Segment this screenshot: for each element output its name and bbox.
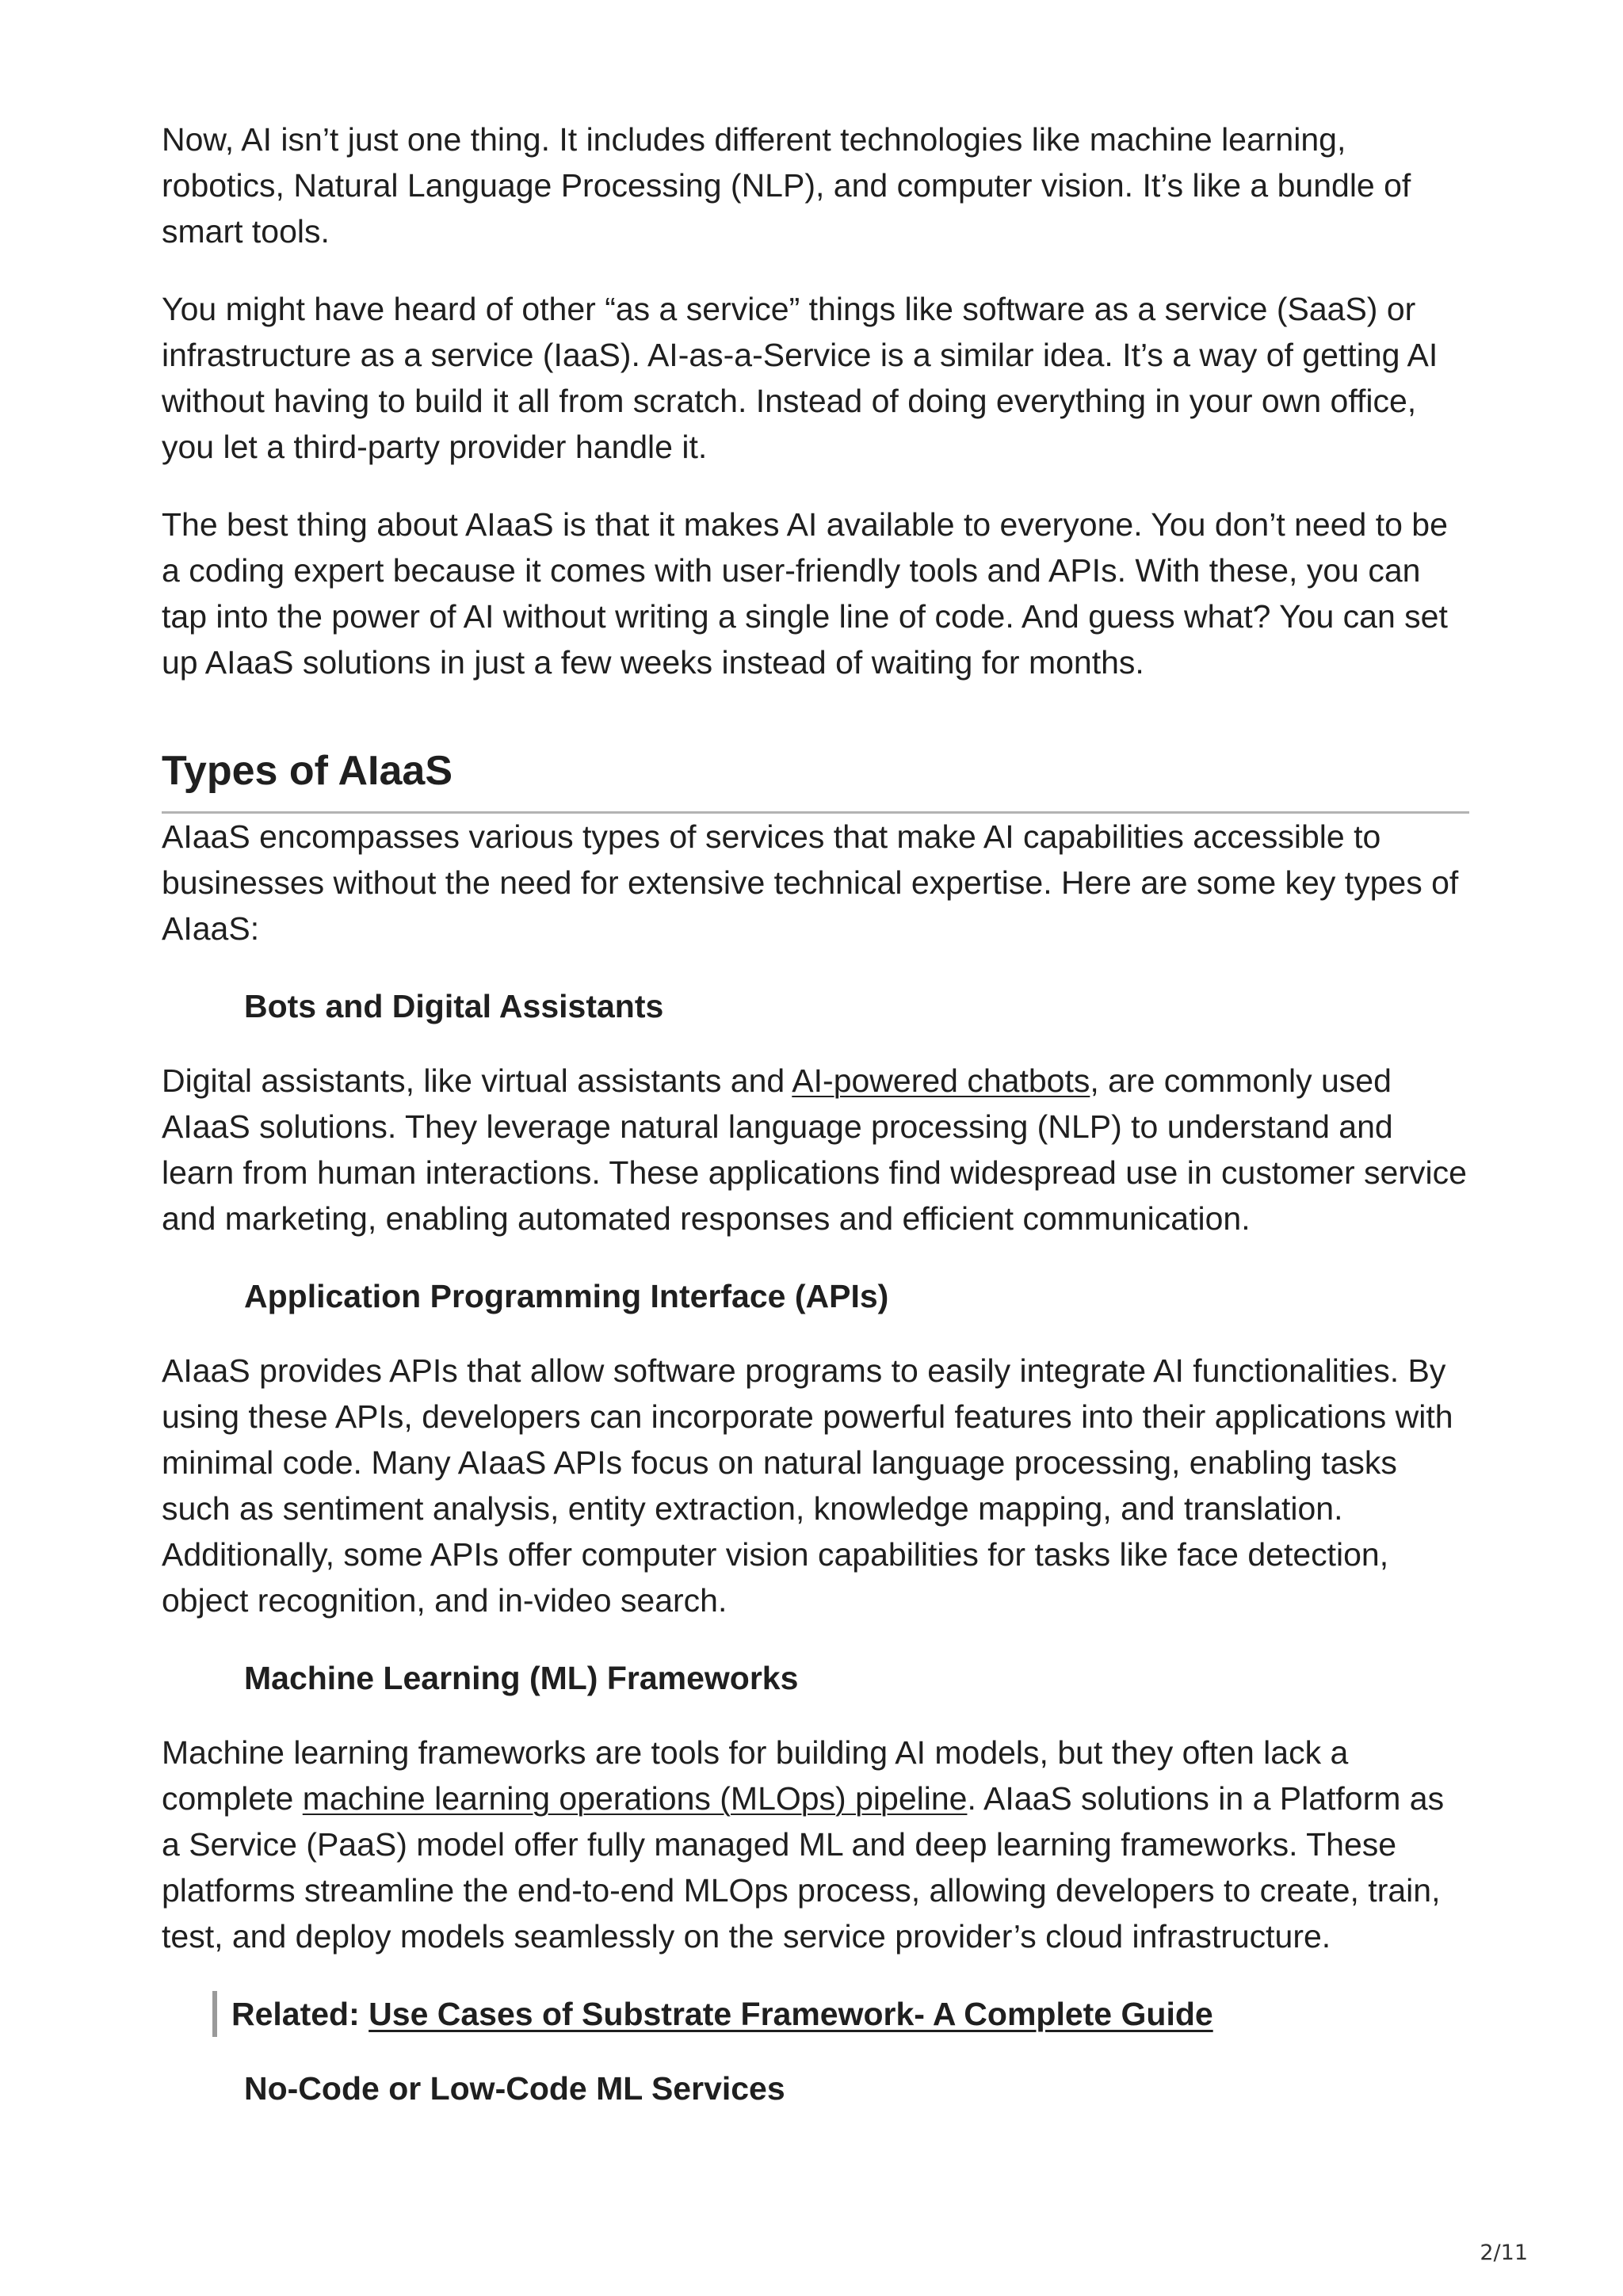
paragraph-bots <box>162 1058 1469 1241</box>
paragraph-aiaas-benefits: The best thing about AIaaS is that it makes AI available to everyone. You don’t need to be a coding expert because it comes with user-friendly tools and APIs. With these, you can tap into the power of AI without writing a single line of code. And guess what? You can set up AIaaS solutions in just a few weeks instead of waiting for months. <box>162 506 1448 681</box>
paragraph-ml-frameworks <box>162 1730 1469 1959</box>
bots-text-end: , are commonly used AIaaS solutions. They leverage natural language processing (NLP) to understand and learn from human interactions. These applications find widespread use in customer service and marketing, enabling automated responses and efficient communication. <box>162 1062 1467 1237</box>
ml-text-start: Machine learning frameworks are tools for building AI models, but they often lack a complete <box>162 1734 1349 1817</box>
paragraph-types-intro: AIaaS encompasses various types of services that make AI capabilities accessible to businesses without the need for extensive technical expertise. Here are some key types of AIaaS: <box>162 818 1459 947</box>
page-number: 2/11 <box>1480 2241 1528 2265</box>
link-related-substrate-guide[interactable]: Use Cases of Substrate Framework- A Complete Guide <box>369 1996 1213 2032</box>
subheading-bots: Bots and Digital Assistants <box>244 988 664 1024</box>
subheading-no-code-ml: No-Code or Low-Code ML Services <box>244 2070 785 2107</box>
bots-text-start: Digital assistants, like virtual assistants and <box>162 1062 792 1099</box>
ml-text-end: . AIaaS solutions in a Platform as a Service (PaaS) model offer fully managed ML and deep learning frameworks. These platforms streamline the end-to-end MLOps process, allowing developers to create, train, test, and deploy models seamlessly on the service provider’s cloud infrastructure. <box>162 1780 1445 1955</box>
link-mlops-pipeline[interactable]: machine learning operations (MLOps) pipeline <box>302 1780 968 1817</box>
article-content <box>162 116 1469 2140</box>
subheading-ml-frameworks: Machine Learning (ML) Frameworks <box>244 1660 799 1696</box>
related-label: Related: <box>231 1996 369 2032</box>
paragraph-ai-technologies: Now, AI isn’t just one thing. It includes different technologies like machine learning, robotics, Natural Language Processing (NLP), and computer vision. It’s like a bundle of smart tools. <box>162 121 1411 250</box>
paragraph-apis: AIaaS provides APIs that allow software programs to easily integrate AI functionalities. By using these APIs, developers can incorporate powerful features into their applications with minimal code. Many AIaaS APIs focus on natural language processing, enabling tasks such as sentiment analysis, entity extraction, knowledge mapping, and translation. Additionally, some APIs offer computer vision capabilities for tasks like face detection, object recognition, and in-video search. <box>162 1352 1453 1619</box>
section-heading-types-of-aiaas: Types of AIaaS <box>162 746 1469 814</box>
paragraph-as-a-service: You might have heard of other “as a service” things like software as a service (SaaS) or infrastructure as a service (IaaS). AI-as-a-Service is a similar idea. It’s a way of getting AI without having to build it all from scratch. Instead of doing everything in your own office, you let a third-party provider handle it. <box>162 291 1438 465</box>
related-callout <box>212 1991 1469 2037</box>
subheading-apis: Application Programming Interface (APIs) <box>244 1278 889 1314</box>
link-ai-powered-chatbots[interactable]: AI-powered chatbots <box>792 1062 1090 1099</box>
